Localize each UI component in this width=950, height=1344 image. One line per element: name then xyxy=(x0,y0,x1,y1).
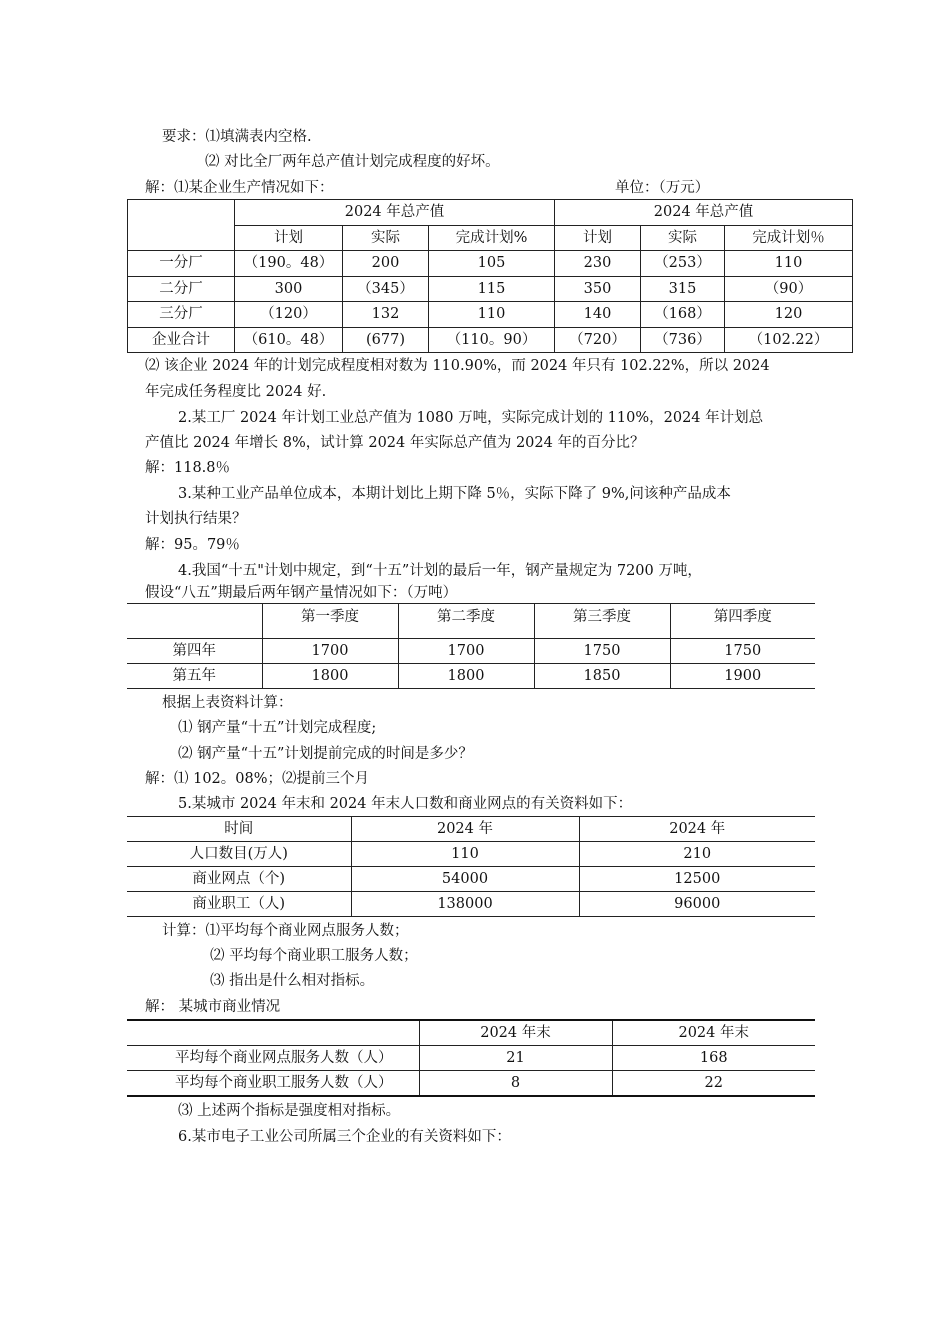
q5-calc3: ⑶ 指出是什么相对指标。 xyxy=(210,973,375,989)
table-cell: 120 xyxy=(725,302,853,328)
table-cell: 1750 xyxy=(670,639,815,664)
q4-line2: 假设“八五”期最后两年钢产量情况如下：（万吨） xyxy=(145,585,458,601)
table-cell: （345） xyxy=(343,276,429,302)
table1-group-a: 2024 年总产值 xyxy=(235,200,555,226)
table-row xyxy=(128,251,853,277)
table-cell: 商业网点（个) xyxy=(127,867,351,892)
table-header: 时间 xyxy=(127,817,351,842)
table1-subheader: 计划 xyxy=(555,225,641,251)
q4-after2: ⑴ 钢产量“十五”计划完成程度; xyxy=(178,720,377,736)
table-cell: 1800 xyxy=(398,664,534,689)
table-header: 第一季度 xyxy=(262,604,398,639)
table-cell: 300 xyxy=(235,276,343,302)
table-cell: 168 xyxy=(612,1046,815,1071)
table-row xyxy=(127,867,815,892)
table1-subheader: 实际 xyxy=(343,225,429,251)
table-cell: 1700 xyxy=(262,639,398,664)
table-cell: 第四年 xyxy=(127,639,262,664)
table-cell: 210 xyxy=(579,842,815,867)
unit-label: 单位：（万元） xyxy=(615,180,710,196)
table-row xyxy=(127,892,815,917)
table1-subheader: 完成计划％ xyxy=(725,225,853,251)
table-cell: 96000 xyxy=(579,892,815,917)
q3-line2: 计划执行结果？ xyxy=(145,511,247,527)
q4-after1: 根据上表资料计算： xyxy=(162,695,293,711)
q2-line1: 2.某工厂 2024 年计划工业总产值为 1080 万吨，实际完成计划的 110%，2024 年计划总 xyxy=(178,410,764,426)
table-cell: 人口数目(万人) xyxy=(127,842,351,867)
table-cell: （102.22） xyxy=(725,327,853,353)
table-cell: 一分厂 xyxy=(128,251,235,277)
table-cell: 22 xyxy=(612,1071,815,1097)
table-cell: 54000 xyxy=(351,867,579,892)
table-header: 2024 年末 xyxy=(419,1020,612,1046)
q2-answer: 解：118.8％ xyxy=(145,460,231,476)
q5-calc2: ⑵ 平均每个商业职工服务人数； xyxy=(210,948,418,964)
table-row xyxy=(127,639,815,664)
table-cell: （253） xyxy=(641,251,725,277)
solution-1-heading: 解：⑴某企业生产情况如下： xyxy=(145,180,334,196)
table-cell: 21 xyxy=(419,1046,612,1071)
table-cell: 110 xyxy=(351,842,579,867)
table-row xyxy=(128,327,853,353)
table-header xyxy=(127,604,262,639)
table-cell: 企业合计 xyxy=(128,327,235,353)
table-cell: （610。48） xyxy=(235,327,343,353)
q1-answer-line2: 年完成任务程度比 2024 好. xyxy=(145,384,327,400)
table-row xyxy=(128,302,853,328)
table-cell: (677) xyxy=(343,327,429,353)
table-cell: （110。90） xyxy=(429,327,555,353)
table-cell: 1800 xyxy=(262,664,398,689)
q5-line1: 5.某城市 2024 年末和 2024 年末人口数和商业网点的有关资料如下： xyxy=(178,796,633,812)
requirement-2: ⑵ 对比全厂两年总产值计划完成程度的好坏。 xyxy=(205,154,500,170)
table-cell: 平均每个商业职工服务人数（人） xyxy=(127,1071,419,1097)
q1-answer-line1: ⑵ 该企业 2024 年的计划完成程度相对数为 110.90%，而 2024 年只有 102.22%，所以 2024 xyxy=(145,358,770,374)
table-header: 2024 年 xyxy=(351,817,579,842)
q3-answer: 解：95。79％ xyxy=(145,537,240,553)
q3-line1: 3.某种工业产品单位成本，本期计划比上期下降 5％，实际下降了 9%,问该种产品成本 xyxy=(178,486,731,502)
table-cell: 200 xyxy=(343,251,429,277)
table-cell: 三分厂 xyxy=(128,302,235,328)
table-header xyxy=(127,1020,419,1046)
table-cell: 12500 xyxy=(579,867,815,892)
table-header: 2024 年 xyxy=(579,817,815,842)
table1-subheader: 完成计划% xyxy=(429,225,555,251)
table-row xyxy=(127,1071,815,1097)
table-row xyxy=(127,1046,815,1071)
table-cell: 1700 xyxy=(398,639,534,664)
table-cell: 315 xyxy=(641,276,725,302)
table-cell: （120） xyxy=(235,302,343,328)
q4-answer: 解：⑴ 102。08%；⑵提前三个月 xyxy=(145,771,370,787)
table-row xyxy=(128,276,853,302)
city-commerce-table xyxy=(127,816,815,917)
table-cell: 110 xyxy=(725,251,853,277)
table1-corner xyxy=(128,200,235,251)
commerce-summary-table xyxy=(127,1019,815,1097)
table-cell: 第五年 xyxy=(127,664,262,689)
q5-calc1: 计算：⑴平均每个商业网点服务人数； xyxy=(162,923,409,939)
table-cell: 1750 xyxy=(534,639,670,664)
table-cell: （90） xyxy=(725,276,853,302)
steel-output-table xyxy=(127,603,815,689)
factory-output-table xyxy=(127,199,853,353)
q5-solution-title: 解： 某城市商业情况 xyxy=(145,999,281,1015)
table1-group-b: 2024 年总产值 xyxy=(555,200,853,226)
requirement-1: 要求：⑴填满表内空格. xyxy=(162,129,312,145)
table-cell: 140 xyxy=(555,302,641,328)
q4-after3: ⑵ 钢产量“十五”计划提前完成的时间是多少？ xyxy=(178,746,473,762)
table-cell: 105 xyxy=(429,251,555,277)
table-header: 第二季度 xyxy=(398,604,534,639)
table-cell: 商业职工（人) xyxy=(127,892,351,917)
table-cell: （190。48） xyxy=(235,251,343,277)
table-header: 第四季度 xyxy=(670,604,815,639)
table-row xyxy=(127,664,815,689)
q5-conclusion: ⑶ 上述两个指标是强度相对指标。 xyxy=(178,1103,401,1119)
table-header: 第三季度 xyxy=(534,604,670,639)
table-cell: （168） xyxy=(641,302,725,328)
table-cell: 132 xyxy=(343,302,429,328)
q6-line1: 6.某市电子工业公司所属三个企业的有关资料如下： xyxy=(178,1129,511,1145)
table-cell: 138000 xyxy=(351,892,579,917)
table-cell: 115 xyxy=(429,276,555,302)
table-header: 2024 年末 xyxy=(612,1020,815,1046)
table-row xyxy=(127,842,815,867)
table-cell: （736） xyxy=(641,327,725,353)
table-cell: 平均每个商业网点服务人数（人） xyxy=(127,1046,419,1071)
table-cell: 230 xyxy=(555,251,641,277)
table-cell: 110 xyxy=(429,302,555,328)
table1-subheader: 计划 xyxy=(235,225,343,251)
table-cell: （720） xyxy=(555,327,641,353)
table-cell: 1900 xyxy=(670,664,815,689)
q2-line2: 产值比 2024 年增长 8%，试计算 2024 年实际总产值为 2024 年的百分比？ xyxy=(145,435,645,451)
table-cell: 二分厂 xyxy=(128,276,235,302)
table1-subheader: 实际 xyxy=(641,225,725,251)
table-cell: 1850 xyxy=(534,664,670,689)
table-cell: 8 xyxy=(419,1071,612,1097)
q4-line1: 4.我国“十五"计划中规定，到“十五”计划的最后一年，钢产量规定为 7200 万吨， xyxy=(178,563,702,579)
table-cell: 350 xyxy=(555,276,641,302)
